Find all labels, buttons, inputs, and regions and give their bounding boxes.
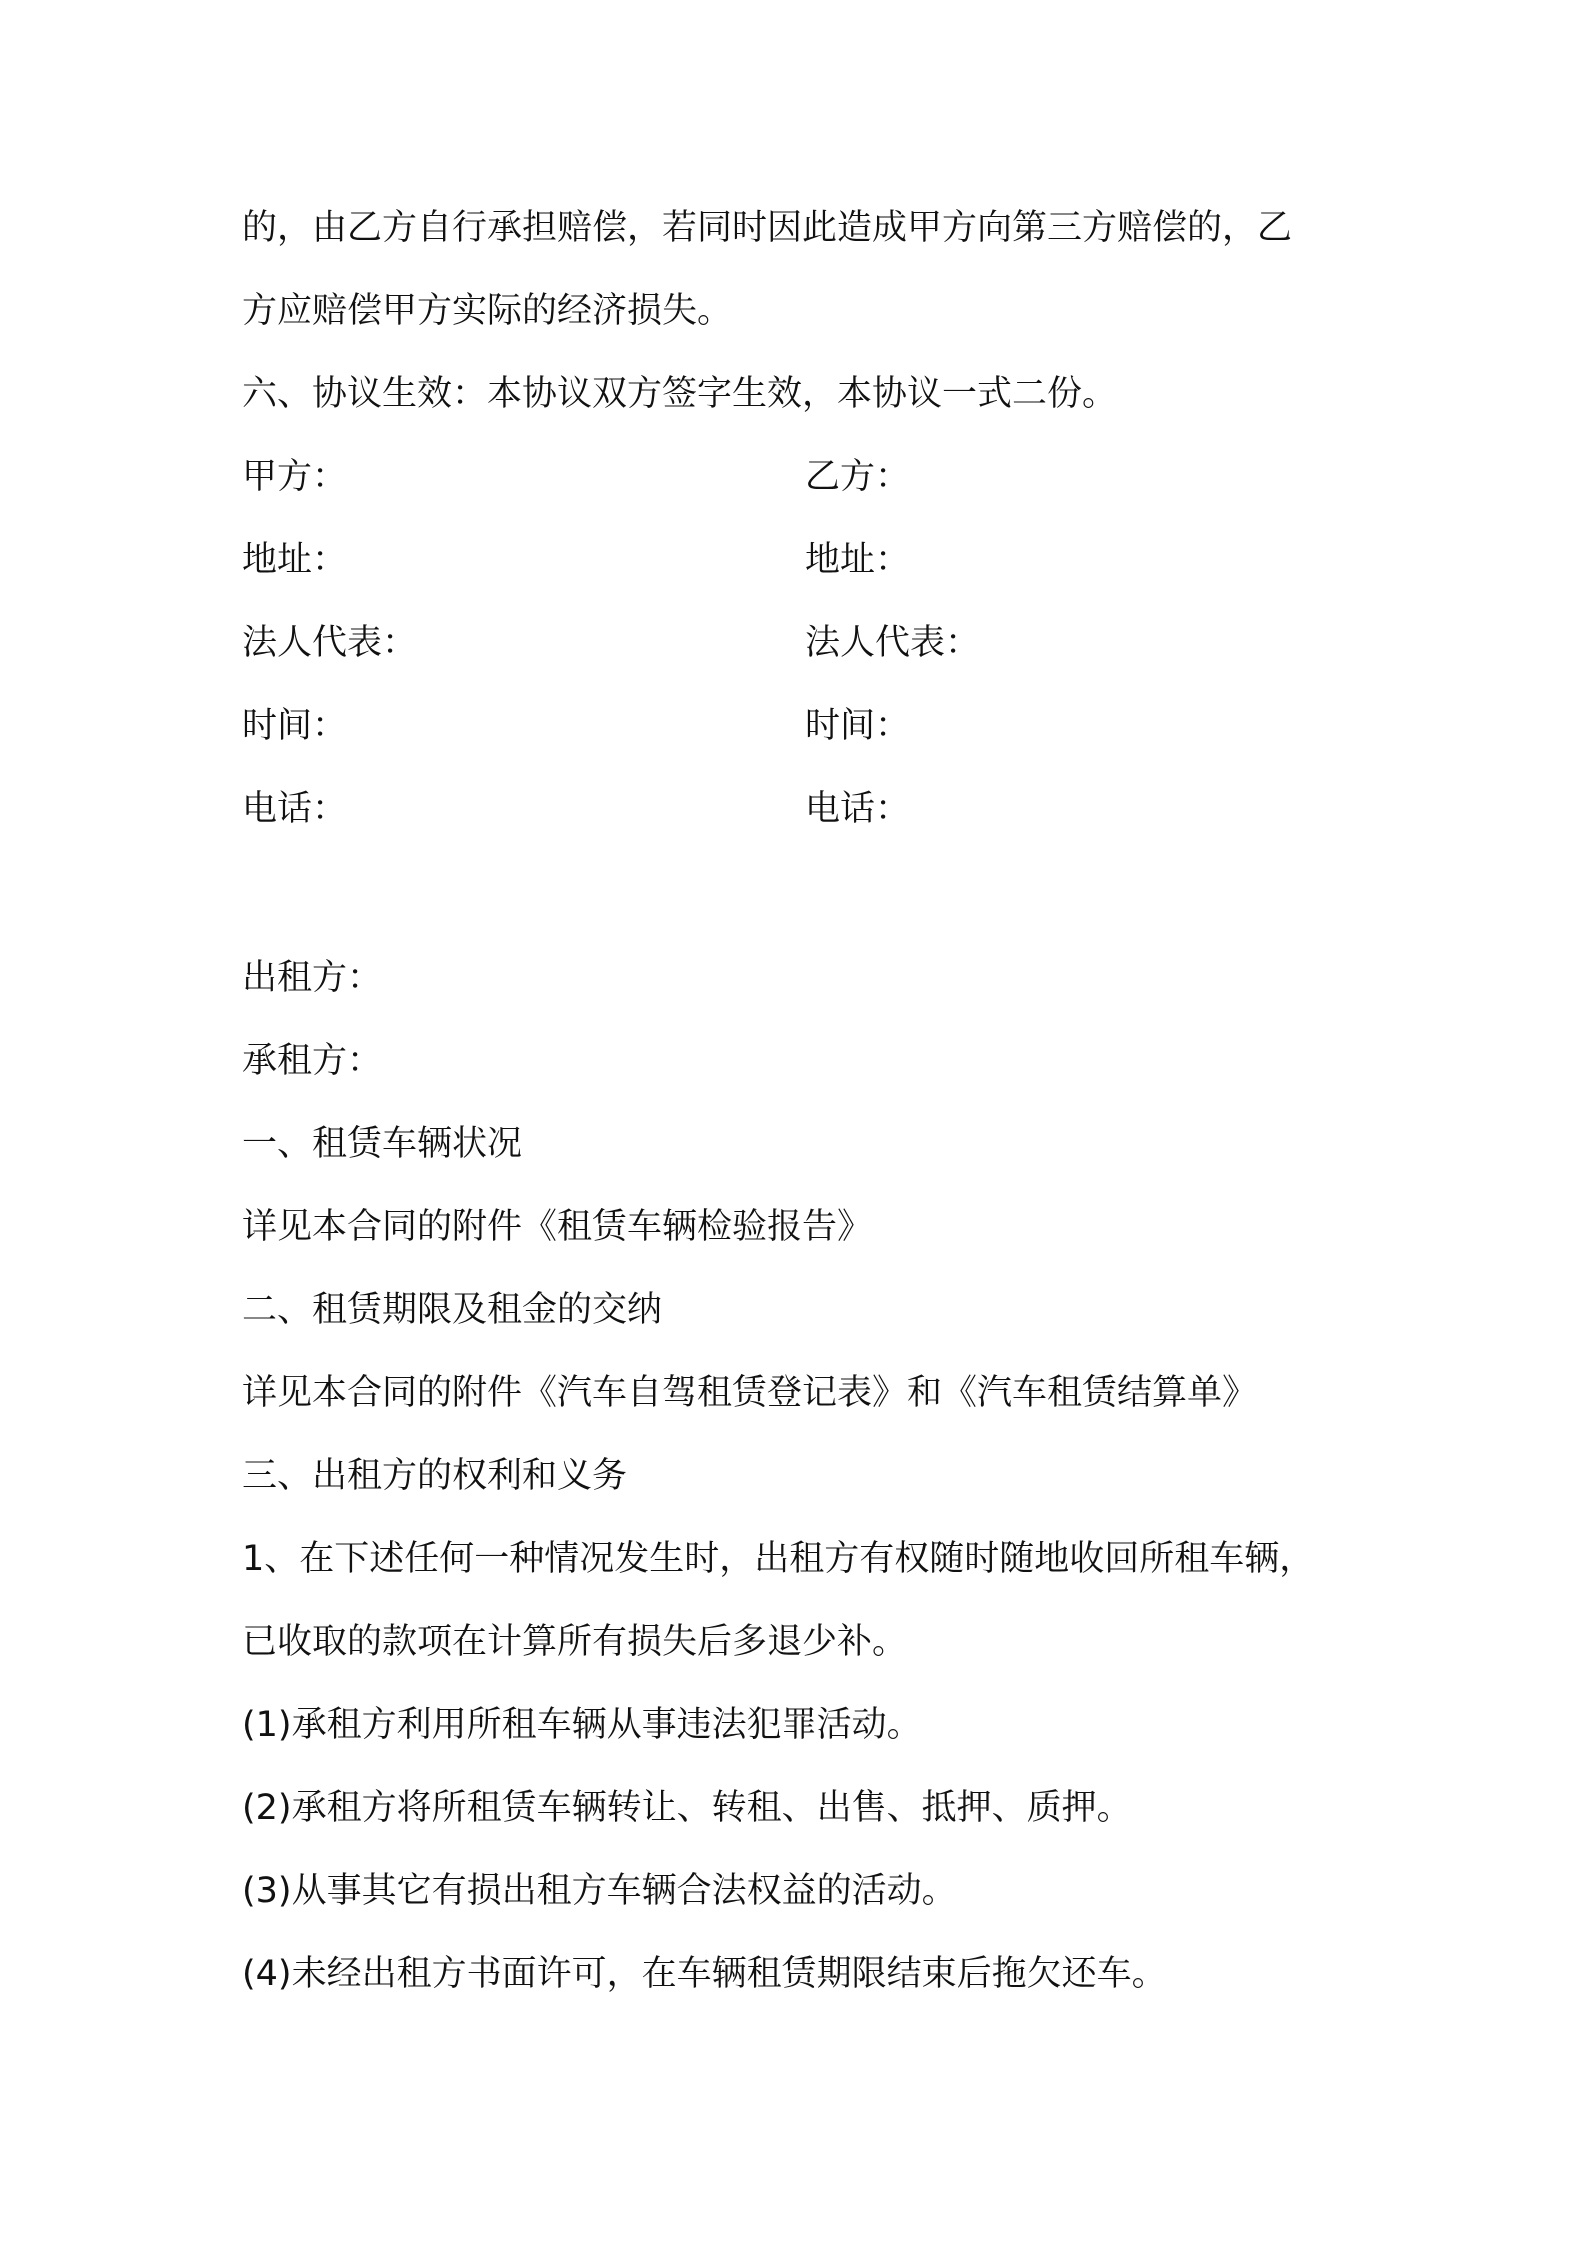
paragraph-line: 的，由乙方自行承担赔偿，若同时因此造成甲方向第三方赔偿的，乙 <box>242 208 1293 248</box>
clause-item-line: 1、在下述任何一种情况发生时，出租方有权随时随地收回所租车辆， <box>242 1539 1315 1579</box>
party-b-phone-label: 电话： <box>805 789 911 829</box>
section-body: 详见本合同的附件《租赁车辆检验报告》 <box>242 1207 873 1247</box>
clause-six: 六、协议生效：本协议双方签字生效，本协议一式二份。 <box>242 374 1118 414</box>
party-a-label: 甲方： <box>242 457 348 497</box>
lessor-label: 出租方： <box>242 958 383 998</box>
party-b-label: 乙方： <box>805 457 911 497</box>
paragraph-line: 方应赔偿甲方实际的经济损失。 <box>242 291 733 331</box>
sub-item: (2)承租方将所租赁车辆转让、转租、出售、抵押、质押。 <box>242 1788 1132 1828</box>
clause-item-line: 已收取的款项在计算所有损失后多退少补。 <box>242 1622 908 1662</box>
party-b-legal-rep-label: 法人代表： <box>805 623 981 663</box>
party-b-time-label: 时间： <box>805 706 911 746</box>
party-a-legal-rep-label: 法人代表： <box>242 623 418 663</box>
party-a-address-label: 地址： <box>242 540 348 580</box>
party-a-time-label: 时间： <box>242 706 348 746</box>
section-body: 详见本合同的附件《汽车自驾租赁登记表》和《汽车租赁结算单》 <box>242 1373 1258 1413</box>
party-a-phone-label: 电话： <box>242 789 348 829</box>
sub-item: (3)从事其它有损出租方车辆合法权益的活动。 <box>242 1871 957 1911</box>
section-heading: 二、租赁期限及租金的交纳 <box>242 1290 663 1330</box>
section-heading: 三、出租方的权利和义务 <box>242 1456 628 1496</box>
section-heading: 一、租赁车辆状况 <box>242 1124 523 1164</box>
party-b-address-label: 地址： <box>805 540 911 580</box>
sub-item: (1)承租方利用所租车辆从事违法犯罪活动。 <box>242 1705 922 1745</box>
sub-item: (4)未经出租方书面许可，在车辆租赁期限结束后拖欠还车。 <box>242 1954 1167 1994</box>
lessee-label: 承租方： <box>242 1041 383 1081</box>
